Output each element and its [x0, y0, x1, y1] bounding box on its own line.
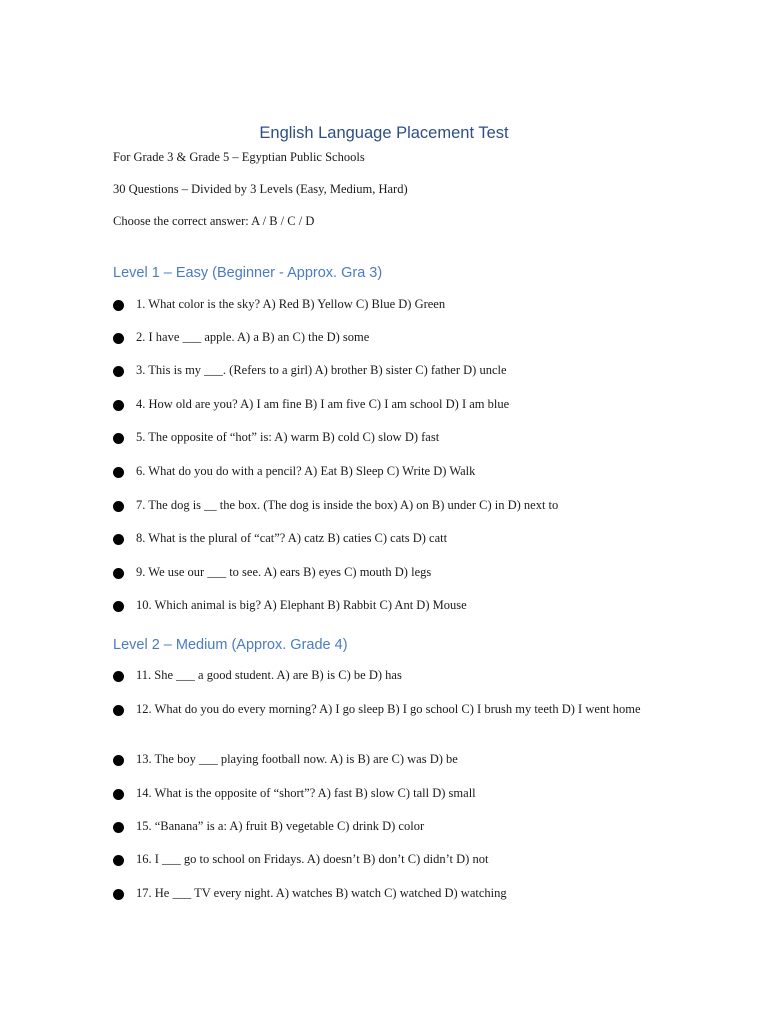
level-2-heading: Level 2 – Medium (Approx. Grade 4)	[113, 637, 348, 653]
bullet-icon	[113, 889, 124, 900]
question-text: 11. She ___ a good student. A) are B) is C) be D) has	[136, 668, 402, 682]
question-text: 17. He ___ TV every night. A) watches B) watch C) watched D) watching	[136, 886, 507, 900]
bullet-icon	[113, 433, 124, 444]
question-text: 6. What do you do with a pencil? A) Eat B) Sleep C) Write D) Walk	[136, 464, 476, 478]
bullet-icon	[113, 705, 124, 716]
intro-grades: For Grade 3 & Grade 5 – Egyptian Public Schools	[113, 150, 365, 164]
question-item	[113, 527, 658, 550]
question-item	[113, 664, 658, 687]
bullet-icon	[113, 568, 124, 579]
question-item	[113, 359, 658, 382]
question-item	[113, 393, 658, 416]
question-item	[113, 782, 658, 805]
question-text: 10. Which animal is big? A) Elephant B) Rabbit C) Ant D) Mouse	[136, 598, 467, 612]
bullet-icon	[113, 755, 124, 766]
question-item	[113, 460, 658, 483]
intro-questions-count: 30 Questions – Divided by 3 Levels (Easy, Medium, Hard)	[113, 182, 408, 196]
question-text: 7. The dog is __ the box. (The dog is inside the box) A) on B) under C) in D) next to	[136, 498, 559, 512]
question-text: 5. The opposite of “hot” is: A) warm B) cold C) slow D) fast	[136, 430, 440, 444]
question-item	[113, 561, 658, 584]
question-item	[113, 426, 658, 449]
document-title: English Language Placement Test	[259, 124, 509, 142]
question-text: 3. This is my ___. (Refers to a girl) A) brother B) sister C) father D) uncle	[136, 363, 507, 377]
bullet-icon	[113, 534, 124, 545]
question-item	[113, 594, 658, 617]
bullet-icon	[113, 501, 124, 512]
question-item	[113, 494, 658, 517]
question-text: 15. “Banana” is a: A) fruit B) vegetable C) drink D) color	[136, 819, 425, 833]
level-1-heading: Level 1 – Easy (Beginner - Approx. Gra 3)	[113, 265, 383, 281]
question-item	[113, 748, 658, 771]
bullet-icon	[113, 671, 124, 682]
question-item	[113, 326, 658, 349]
question-text: 13. The boy ___ playing football now. A) is B) are C) was D) be	[136, 752, 458, 766]
bullet-icon	[113, 400, 124, 411]
question-text: 14. What is the opposite of “short”? A) fast B) slow C) tall D) small	[136, 786, 476, 800]
question-item	[113, 815, 658, 838]
intro-instructions: Choose the correct answer: A / B / C / D	[113, 214, 315, 228]
question-text: 2. I have ___ apple. A) a B) an C) the D) some	[136, 330, 370, 344]
bullet-icon	[113, 822, 124, 833]
question-item	[113, 882, 658, 905]
question-text: 1. What color is the sky? A) Red B) Yellow C) Blue D) Green	[136, 297, 446, 311]
question-text: 9. We use our ___ to see. A) ears B) eyes C) mouth D) legs	[136, 565, 432, 579]
bullet-icon	[113, 855, 124, 866]
question-text: 12. What do you do every morning? A) I go sleep B) I go school C) I brush my teeth D) I went home	[136, 702, 641, 716]
bullet-icon	[113, 789, 124, 800]
bullet-icon	[113, 333, 124, 344]
bullet-icon	[113, 366, 124, 377]
question-item	[113, 698, 658, 721]
question-text: 4. How old are you? A) I am fine B) I am five C) I am school D) I am blue	[136, 397, 510, 411]
question-item	[113, 848, 658, 871]
bullet-icon	[113, 300, 124, 311]
bullet-icon	[113, 467, 124, 478]
question-text: 8. What is the plural of “cat”? A) catz B) caties C) cats D) catt	[136, 531, 448, 545]
bullet-icon	[113, 601, 124, 612]
question-text: 16. I ___ go to school on Fridays. A) doesn’t B) don’t C) didn’t D) not	[136, 852, 489, 866]
question-item	[113, 293, 658, 316]
